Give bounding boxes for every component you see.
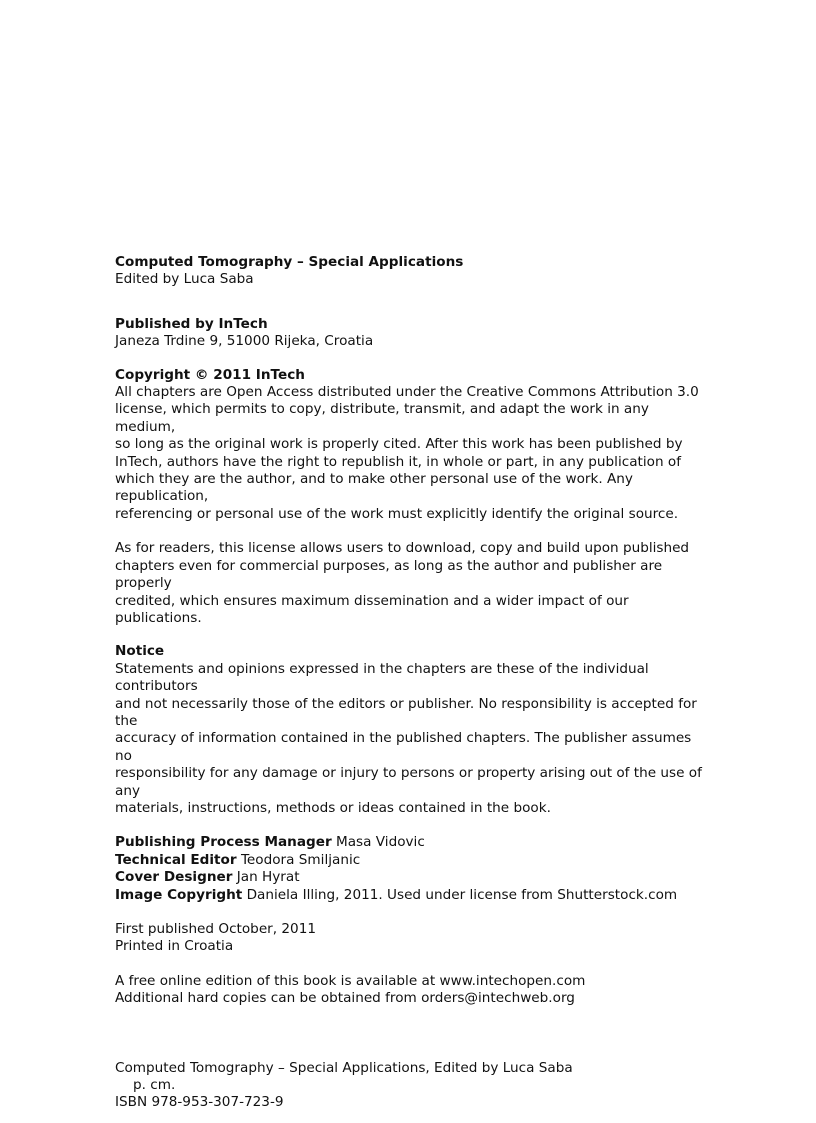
printing-info [115,921,705,956]
credit-name: Jan Hyrat [236,869,300,886]
copyright-heading: Copyright © 2011 InTech [115,366,305,383]
credit-row [115,852,705,869]
first-published: First published October, 2011 [115,921,317,937]
readers-line: credited, which ensures maximum dissemination and a wider impact of our publications. [115,592,629,626]
catalog-pcm: p. cm. [133,1077,176,1094]
credit-name: Daniela Illing, 2011. Used under license from Shutterstock.com [246,886,678,903]
online-edition: A free online edition of this book is available at www.intechopen.com [115,972,586,989]
book-editor: Edited by Luca Saba [115,271,254,288]
hard-copies: Additional hard copies can be obtained from orders@intechweb.org [115,990,575,1007]
copyright-line: referencing or personal use of the work must explicitly identify the original source. [115,505,679,522]
readers-paragraph [115,540,705,627]
notice-section [115,643,705,817]
credit-role: Cover Designer [115,869,233,886]
notice-line: responsibility for any damage or injury to persons or property arising out of the use of any [115,765,702,799]
book-info [115,254,705,289]
notice-line: materials, instructions, methods or ideas contained in the book. [115,799,551,816]
printed-in: Printed in Croatia [115,938,234,955]
book-title: Computed Tomography – Special Applications [115,254,464,270]
copyright-line: InTech, authors have the right to republish it, in whole or part, in any publication of [115,453,681,470]
readers-line: As for readers, this license allows users to download, copy and build upon published [115,540,690,557]
notice-line: and not necessarily those of the editors or publisher. No responsibility is accepted for the [115,695,697,729]
copyright-page [115,254,705,1112]
credit-role: Technical Editor [115,851,237,868]
credit-row [115,834,705,851]
copyright-line: so long as the original work is properly cited. After this work has been published by [115,436,683,453]
credit-role: Publishing Process Manager [115,834,332,851]
credit-row [115,887,705,904]
publisher-info [115,316,705,351]
copyright-line: which they are the author, and to make other personal use of the work. Any republication, [115,471,633,505]
notice-line: accuracy of information contained in the published chapters. The publisher assumes no [115,730,692,764]
credit-name: Masa Vidovic [336,834,425,851]
credit-role: Image Copyright [115,886,243,903]
credits-section [115,834,705,904]
copyright-line: All chapters are Open Access distributed under the Creative Commons Attribution 3.0 [115,384,699,401]
catalog-isbn: ISBN 978-953-307-723-9 [115,1094,284,1111]
notice-heading: Notice [115,643,165,660]
publisher-address: Janeza Trdine 9, 51000 Rijeka, Croatia [115,333,374,350]
catalog-title: Computed Tomography – Special Applications, Edited by Luca Saba [115,1059,573,1076]
credit-row [115,869,705,886]
publisher-heading: Published by InTech [115,315,268,332]
readers-line: chapters even for commercial purposes, as long as the author and publisher are properly [115,557,663,592]
credit-name: Teodora Smiljanic [240,851,361,868]
notice-line: Statements and opinions expressed in the chapters are these of the individual contributors [115,660,649,695]
copyright-line: license, which permits to copy, distribute, transmit, and adapt the work in any medium, [115,401,649,435]
copyright-section [115,367,705,524]
availability-info [115,973,705,1008]
catalog-info [115,1060,705,1112]
